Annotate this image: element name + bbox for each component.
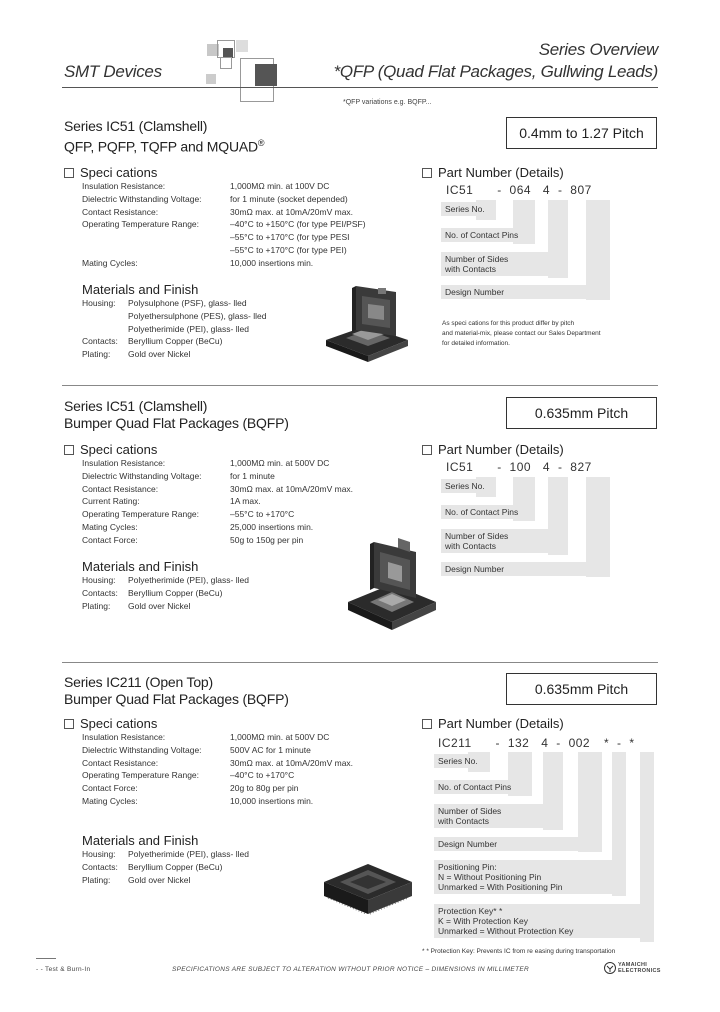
pn-pins: 132	[507, 736, 530, 750]
section-1-pn-heading	[422, 165, 564, 180]
checkbox-icon	[422, 445, 432, 455]
checkbox-icon	[422, 168, 432, 178]
material-value: Beryllium Copper (BeCu)	[128, 587, 223, 598]
spec-row	[82, 795, 353, 808]
spec-label: Operating Temperature Range:	[82, 509, 200, 520]
material-value: Polyethersulphone (PES), glass- lled	[128, 310, 267, 321]
section-3-spec-heading	[64, 716, 157, 731]
section-2-pn-heading	[422, 442, 564, 457]
section-2-materials-list	[82, 574, 249, 612]
pn-dash: -	[616, 736, 622, 750]
yamaichi-logo-icon	[604, 962, 616, 974]
spec-value: 1A max.	[230, 496, 261, 507]
pn-series: IC211	[438, 736, 472, 750]
spec-label: Contact Force:	[82, 783, 138, 794]
section-3-materials-heading: Materials and Finish	[82, 833, 199, 848]
material-label: Housing:	[82, 575, 116, 585]
pn-label-pins: No. of Contact Pins	[441, 228, 535, 242]
section-3-title-line-2: Bumper Quad Flat Packages (BQFP)	[64, 691, 289, 707]
pn-design: 002	[568, 736, 591, 750]
checkbox-icon	[422, 719, 432, 729]
section-1-materials-heading: Materials and Finish	[82, 282, 199, 297]
material-value: Gold over Nickel	[128, 874, 191, 885]
pn-positioning: *	[603, 736, 610, 750]
section-1-pitch-box: 0.4mm to 1.27 Pitch	[506, 117, 657, 149]
material-label	[82, 310, 128, 323]
pn-design: 827	[570, 460, 592, 474]
spec-row	[82, 193, 366, 206]
yamaichi-logo-text: YAMAICHI ELECTRONICS	[618, 962, 661, 974]
pn-pins: 064	[509, 183, 532, 197]
spec-value: –55°C to +170°C (for type PESI	[230, 232, 350, 243]
spec-row	[82, 180, 366, 193]
material-value: Polyetherimide (PEI), glass- lled	[128, 849, 249, 859]
spec-row	[82, 744, 353, 757]
spec-row	[82, 495, 353, 508]
section-2-title-line-1: Series IC51 (Clamshell)	[64, 398, 208, 414]
material-value: Polyetherimide (PEI), glass- lled	[128, 323, 249, 334]
spec-label: Dielectric Withstanding Voltage:	[82, 744, 202, 755]
material-label: Housing:	[82, 849, 116, 859]
spec-row	[82, 508, 353, 521]
section-3-pn-heading	[422, 716, 564, 731]
section-3-part-number	[438, 736, 634, 750]
section-3-note: * * Protection Key: Prevents IC from re easing during transportation	[422, 948, 616, 955]
pn-label-sides: Number of Sides with Contacts	[441, 529, 568, 553]
pn-heading-text: Part Number (Details)	[438, 442, 564, 457]
checkbox-icon	[64, 719, 74, 729]
checkbox-icon	[64, 445, 74, 455]
spec-value: –55°C to +170°C (for type PEI)	[230, 244, 347, 255]
clamshell-socket-image	[316, 282, 416, 364]
pn-heading-text: Part Number (Details)	[438, 165, 564, 180]
pn-label-series: Series No.	[434, 754, 490, 768]
section-1-part-number	[446, 183, 592, 197]
spec-label: Contact Resistance:	[82, 483, 159, 494]
section-3-title	[64, 674, 289, 708]
decor-square	[255, 64, 277, 86]
spec-value: 10,000 insertions min.	[230, 257, 314, 268]
pn-label-series: Series No.	[441, 202, 496, 216]
material-row	[82, 861, 249, 874]
material-value: Beryllium Copper (BeCu)	[128, 861, 223, 872]
spec-value: for 1 minute (socket depended)	[230, 193, 348, 204]
spec-heading-text: Speci cations	[80, 165, 158, 180]
spec-value: 1,000MΩ min. at 500V DC	[230, 458, 330, 468]
section-1-spec-list	[82, 180, 366, 270]
section-3-materials-list	[82, 848, 249, 886]
spec-row	[82, 731, 353, 744]
spec-label: Insulation Resistance:	[82, 732, 166, 742]
spec-value: –55°C to +170°C	[230, 509, 295, 520]
pn-sides: 4	[541, 736, 549, 750]
decor-square	[206, 74, 216, 84]
footer-disclaimer: SPECIFICATIONS ARE SUBJECT TO ALTERATION WITHOUT PRIOR NOTICE – DIMENSIONS IN MILLIMETER	[172, 966, 529, 973]
material-value: Beryllium Copper (BeCu)	[128, 336, 223, 347]
pn-series: IC51	[446, 460, 474, 474]
spec-label: Insulation Resistance:	[82, 458, 166, 468]
header-note: *QFP variations e.g. BQFP...	[343, 99, 432, 106]
spec-label: Mating Cycles:	[82, 257, 138, 268]
decor-square	[220, 57, 232, 69]
material-value: Polyetherimide (PEI), glass- lled	[128, 575, 249, 585]
spec-label: Dielectric Withstanding Voltage:	[82, 193, 202, 204]
material-label: Plating:	[82, 349, 111, 360]
spec-heading-text: Speci cations	[80, 442, 158, 457]
material-row	[82, 297, 266, 310]
pn-protection: *	[629, 736, 635, 750]
material-value: Gold over Nickel	[128, 600, 191, 611]
pn-dash: -	[557, 460, 563, 474]
header-series-overview: Series Overview	[538, 40, 658, 59]
material-row	[82, 348, 266, 361]
spec-label: Mating Cycles:	[82, 521, 138, 532]
section-1-title	[64, 118, 264, 156]
pn-dash: -	[556, 736, 561, 750]
spec-value: 50g to 150g per pin	[230, 534, 304, 545]
spec-label: Contact Resistance:	[82, 757, 159, 768]
spec-value: 25,000 insertions min.	[230, 521, 314, 532]
spec-value: 500V AC for 1 minute	[230, 744, 311, 755]
pn-heading-text: Part Number (Details)	[438, 716, 564, 731]
header-left-title: SMT Devices	[64, 62, 162, 81]
pn-label-positioning: Positioning Pin: N = Without Positioning Pin Unmarked = With Positioning Pin	[434, 860, 626, 894]
section-1-spec-heading	[64, 165, 157, 180]
material-row	[82, 574, 249, 587]
section-divider	[62, 662, 658, 663]
section-1-materials-list	[82, 297, 266, 361]
bqfp-clamshell-socket-image	[340, 538, 444, 642]
pn-dash: -	[557, 183, 563, 197]
material-value: Gold over Nickel	[128, 349, 191, 360]
spec-value: 30mΩ max. at 10mA/20mV max.	[230, 483, 354, 494]
material-label	[82, 323, 128, 336]
section-2-part-number	[446, 460, 592, 474]
pn-sides: 4	[542, 460, 551, 474]
section-3-spec-list	[82, 731, 353, 808]
spec-value: 30mΩ max. at 10mA/20mV max.	[230, 206, 354, 217]
footer-left: - - Test & Burn-In	[36, 966, 91, 973]
footer-mark	[36, 958, 56, 959]
header-divider	[62, 87, 658, 88]
spec-row	[82, 218, 366, 231]
pn-series: IC51	[446, 183, 474, 197]
pn-label-series: Series No.	[441, 479, 496, 493]
spec-row	[82, 206, 366, 219]
material-value: Polysulphone (PSF), glass- lled	[128, 298, 247, 308]
section-2-title-line-2: Bumper Quad Flat Packages (BQFP)	[64, 415, 289, 431]
section-divider	[62, 385, 658, 386]
pn-dash: -	[497, 460, 502, 474]
spec-row	[82, 769, 353, 782]
material-row	[82, 587, 249, 600]
material-label: Contacts:	[82, 861, 118, 872]
material-label: Contacts:	[82, 587, 118, 598]
material-label: Plating:	[82, 600, 111, 611]
spec-row	[82, 757, 353, 770]
spec-label: Operating Temperature Range:	[82, 770, 200, 781]
open-top-socket-image	[318, 852, 418, 926]
section-2-title	[64, 398, 289, 432]
spec-value: 20g to 80g per pin	[230, 783, 299, 794]
spec-value: 1,000MΩ min. at 500V DC	[230, 732, 330, 742]
decor-square	[236, 40, 248, 52]
spec-label: Contact Resistance:	[82, 206, 159, 217]
pn-dash: -	[495, 736, 500, 750]
spec-row	[82, 782, 353, 795]
section-2-spec-heading	[64, 442, 157, 457]
spec-value: 10,000 insertions min.	[230, 795, 314, 806]
section-1-title-line-2: QFP, PQFP, TQFP and MQUAD	[64, 138, 258, 155]
section-3-pitch-box: 0.635mm Pitch	[506, 673, 657, 705]
pn-design: 807	[570, 183, 592, 197]
spec-row	[82, 483, 353, 496]
spec-row	[82, 457, 353, 470]
spec-value: –40°C to +150°C (for type PEI/PSF)	[230, 219, 366, 230]
spec-value: for 1 minute	[230, 470, 275, 481]
spec-row	[82, 521, 353, 534]
material-row	[82, 323, 266, 336]
spec-label: Contact Force:	[82, 534, 138, 545]
spec-row	[82, 231, 366, 244]
registered-mark: ®	[257, 138, 265, 148]
material-label: Plating:	[82, 874, 111, 885]
header-qfp-title: *QFP (Quad Flat Packages, Gullwing Leads)	[333, 62, 658, 81]
material-row	[82, 848, 249, 861]
spec-heading-text: Speci cations	[80, 716, 158, 731]
pn-label-pins: No. of Contact Pins	[441, 505, 535, 519]
yamaichi-logo	[604, 962, 661, 974]
spec-value: –40°C to +170°C	[230, 770, 295, 781]
checkbox-icon	[64, 168, 74, 178]
spec-value: 1,000MΩ min. at 100V DC	[230, 181, 330, 191]
pn-label-design: Design Number	[441, 285, 610, 299]
spec-label: Mating Cycles:	[82, 795, 138, 806]
section-2-pitch-box: 0.635mm Pitch	[506, 397, 657, 429]
section-2-materials-heading: Materials and Finish	[82, 559, 199, 574]
pn-pins: 100	[509, 460, 532, 474]
material-label: Contacts:	[82, 336, 118, 347]
material-row	[82, 874, 249, 887]
section-1-title-line-1: Series IC51 (Clamshell)	[64, 118, 208, 134]
spec-row	[82, 470, 353, 483]
pn-label-pins: No. of Contact Pins	[434, 780, 532, 794]
material-row	[82, 335, 266, 348]
spec-row	[82, 534, 353, 547]
spec-label: Dielectric Withstanding Voltage:	[82, 470, 202, 481]
material-row	[82, 600, 249, 613]
material-row	[82, 310, 266, 323]
spec-label: Current Rating:	[82, 496, 140, 507]
spec-label	[82, 244, 230, 257]
spec-label: Operating Temperature Range:	[82, 219, 200, 230]
section-2-spec-list	[82, 457, 353, 547]
pn-dash: -	[497, 183, 502, 197]
spec-label: Insulation Resistance:	[82, 181, 166, 191]
pn-label-sides: Number of Sides with Contacts	[441, 252, 568, 276]
spec-row	[82, 257, 366, 270]
pn-label-design: Design Number	[441, 562, 610, 576]
spec-row	[82, 244, 366, 257]
spec-label	[82, 231, 230, 244]
pn-label-protection: Protection Key* * K = With Protection Key Unmarked = Without Protection Key	[434, 904, 654, 938]
pn-sides: 4	[542, 183, 551, 197]
pn-label-design: Design Number	[434, 837, 602, 851]
pn-label-sides: Number of Sides with Contacts	[434, 804, 563, 828]
section-1-note: As speci cations for this product differ by pitch and material-mix, please contact our Sales Department for detailed information.	[442, 320, 601, 347]
material-label: Housing:	[82, 298, 116, 308]
section-3-title-line-1: Series IC211 (Open Top)	[64, 674, 213, 690]
spec-value: 30mΩ max. at 10mA/20mV max.	[230, 757, 354, 768]
